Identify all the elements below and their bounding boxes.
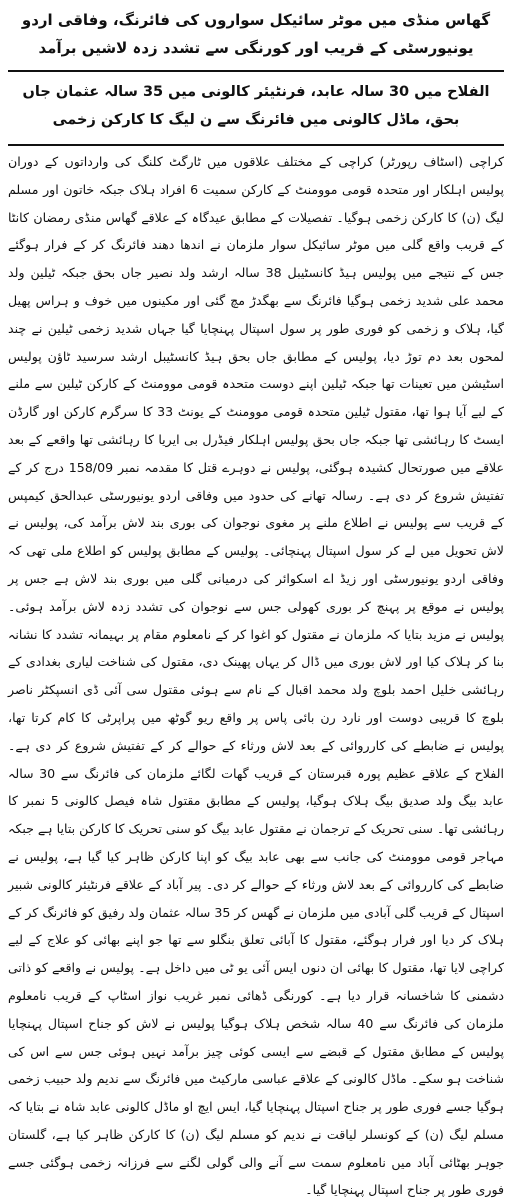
article-body: کراچی (اسٹاف رپورٹر) کراچی کے مختلف علاقوں میں ٹارگٹ کلنگ کی وارداتوں کے دوران پولیس اہلکار اور متحدہ قومی موومنٹ کے کارکن سمیت 6 افراد ہلاک جبکہ خاتون اور مسلم لیگ (ن) کا کارکن زخمی ہوگیا۔ تفصیلات کے مطابق عیدگاہ کے علاقے گھاس منڈی رمضان کانٹا کے قریب واقع گلی میں موٹر سائیکل سوار ملزمان نے اندھا دھند فائرنگ کر کے فرار ہوگئے جس کے نتیجے میں پولیس ہیڈ کانسٹیبل 38 سالہ ارشد ولد نصیر جاں بحق جبکہ ٹیلین ولد محمد علی شدید زخمی ہوگیا فائرنگ سے بھگدڑ مچ گئی اور مکینوں میں خوف و ہراس پھیل گیا، ہلاک و زخمی کو فوری طور پر سول اسپتال پہنچایا گیا جہاں شدید زخمی ٹیلین نے چند لمحوں بعد دم توڑ دیا، پولیس کے مطابق جاں بحق ہیڈ کانسٹیبل ارشد سرسید ٹاؤن پولیس اسٹیشن میں تعینات تھا جبکہ ٹیلین اپنے دوست متحدہ قومی موومنٹ کے کارکن ٹیلین سے ملنے کے لیے آیا ہوا تھا، مقتول ٹیلین متحدہ قومی موومنٹ کے یونٹ 33 کا سرگرم کارکن اور گارڈن ایسٹ کا رہائشی تھا جبکہ جاں بحق پولیس اہلکار فیڈرل بی ایریا کا رہائشی تھا واقعے کے بعد علاقے میں صورتحال کشیدہ ہوگئی، پولیس نے دوہرے قتل کا مقدمہ نمبر 158/09 درج کر کے تفتیش شروع کر دی ہے۔ رسالہ تھانے کی حدود میں وفاقی اردو یونیورسٹی عبدالحق کیمپس کے قریب سے پولیس نے اطلاع ملنے پر مغوی نوجوان کی بوری بند لاش برآمد کی، پولیس نے لاش تحویل میں لے کر سول اسپتال پہنچائی۔ پولیس کے مطابق پولیس کو اطلاع ملی تھی کہ وفاقی اردو یونیورسٹی اور زیڈ اے اسکوائر کی درمیانی گلی میں بوری بند لاش ہے جس پر پولیس نے موقع پر پہنچ کر بوری کھولی جس سے نوجوان کی تشدد زدہ لاش برآمد ہوئی۔ پولیس نے مزید بتایا کہ ملزمان نے مقتول کو اغوا کر کے نامعلوم مقام پر بہیمانہ تشدد کا نشانہ بنا کر ہلاک کیا اور لاش بوری میں ڈال کر یہاں پھینک دی، مقتول کی شناخت لیاری بغدادی کے رہائشی خلیل احمد بلوچ ولد محمد اقبال کے نام سے ہوئی مقتول سی آئی ڈی انسپکٹر ناصر بلوچ کا قریبی دوست اور نارد رن بائی پاس پر واقع ریو گوٹھ میں پراپرٹی کا کام کرتا تھا، پولیس نے ضابطے کی کارروائی کے بعد لاش ورثاء کے حوالے کر کے تفتیش شروع کر دی ہے۔ الفلاح کے علاقے عظیم پورہ قبرستان کے قریب گھات لگائے ملزمان کی فائرنگ سے 30 سالہ عابد بیگ ولد صدیق بیگ ہلاک ہوگیا، پولیس کے مطابق مقتول شاہ فیصل کالونی 5 نمبر کا رہائشی تھا۔ سنی تحریک کے ترجمان نے مقتول عابد بیگ کو سنی تحریک کا کارکن بتایا ہے جبکہ مہاجر قومی موومنٹ کی جانب سے بھی عابد بیگ کو اپنا کارکن ظاہر کیا گیا ہے، پولیس نے ضابطے کی کارروائی کے بعد لاش ورثاء کے حوالے کر دی۔ پیر آباد کے علاقے فرنٹیئر کالونی شبیر اسپتال کے قریب گلی آبادی میں ملزمان نے گھس کر 35 سالہ عثمان ولد رفیق کو فائرنگ کر کے ہلاک کر دیا اور فرار ہوگئے، مقتول کا آبائی تعلق بنگلو سے تھا جو اپنے بھائی کو علاج کے لیے کراچی لایا تھا، مقتول کا بھائی ان دنوں ایس آئی یو ٹی میں داخل ہے۔ پولیس نے واقعے کو ذاتی دشمنی کا شاخسانہ قرار دیا ہے۔ کورنگی ڈھائی نمبر غریب نواز اسٹاپ کے قریب نامعلوم ملزمان کی فائرنگ سے 40 سالہ شخص ہلاک ہوگیا پولیس نے لاش کو جناح اسپتال پہنچایا پولیس کے مطابق مقتول کے قبضے سے ایسی کوئی چیز برآمد نہیں ہوئی جس سے اس کی شناخت ہو سکے۔ ماڈل کالونی کے علاقے عباسی مارکیٹ میں فائرنگ سے ندیم ولد حبیب زخمی ہوگیا جسے فوری طور پر جناح اسپتال پہنچایا گیا، ایس ایچ او ماڈل کالونی عابد شاہ نے بتایا کہ مسلم لیگ (ن) کے کونسلر لیاقت نے ندیم کو مسلم لیگ (ن) کا کارکن ظاہر کیا ہے، گلستان جوہر بھٹائی آباد میں نامعلوم سمت سے آنے والی گولی لگنے سے فرزانہ زخمی ہوگئی جسے فوری طور پر جناح اسپتال پہنچایا گیا۔ xyxy=(7,154,505,1198)
subheadline-divider xyxy=(8,144,504,146)
article-headline: گھاس منڈی میں موٹر سائیکل سواروں کی فائرنگ، وفاقی اردو یونیورسٹی کے قریب اور کورنگی سے تشدد زدہ لاشیں برآمد xyxy=(21,11,491,57)
article-subheadline: الفلاح میں 30 سالہ عابد، فرنٹیئر کالونی میں 35 سالہ عثمان جاں بحق، ماڈل کالونی میں فائرنگ سے ن لیگ کا کارکن زخمی xyxy=(22,84,490,128)
headline-divider xyxy=(8,70,504,72)
